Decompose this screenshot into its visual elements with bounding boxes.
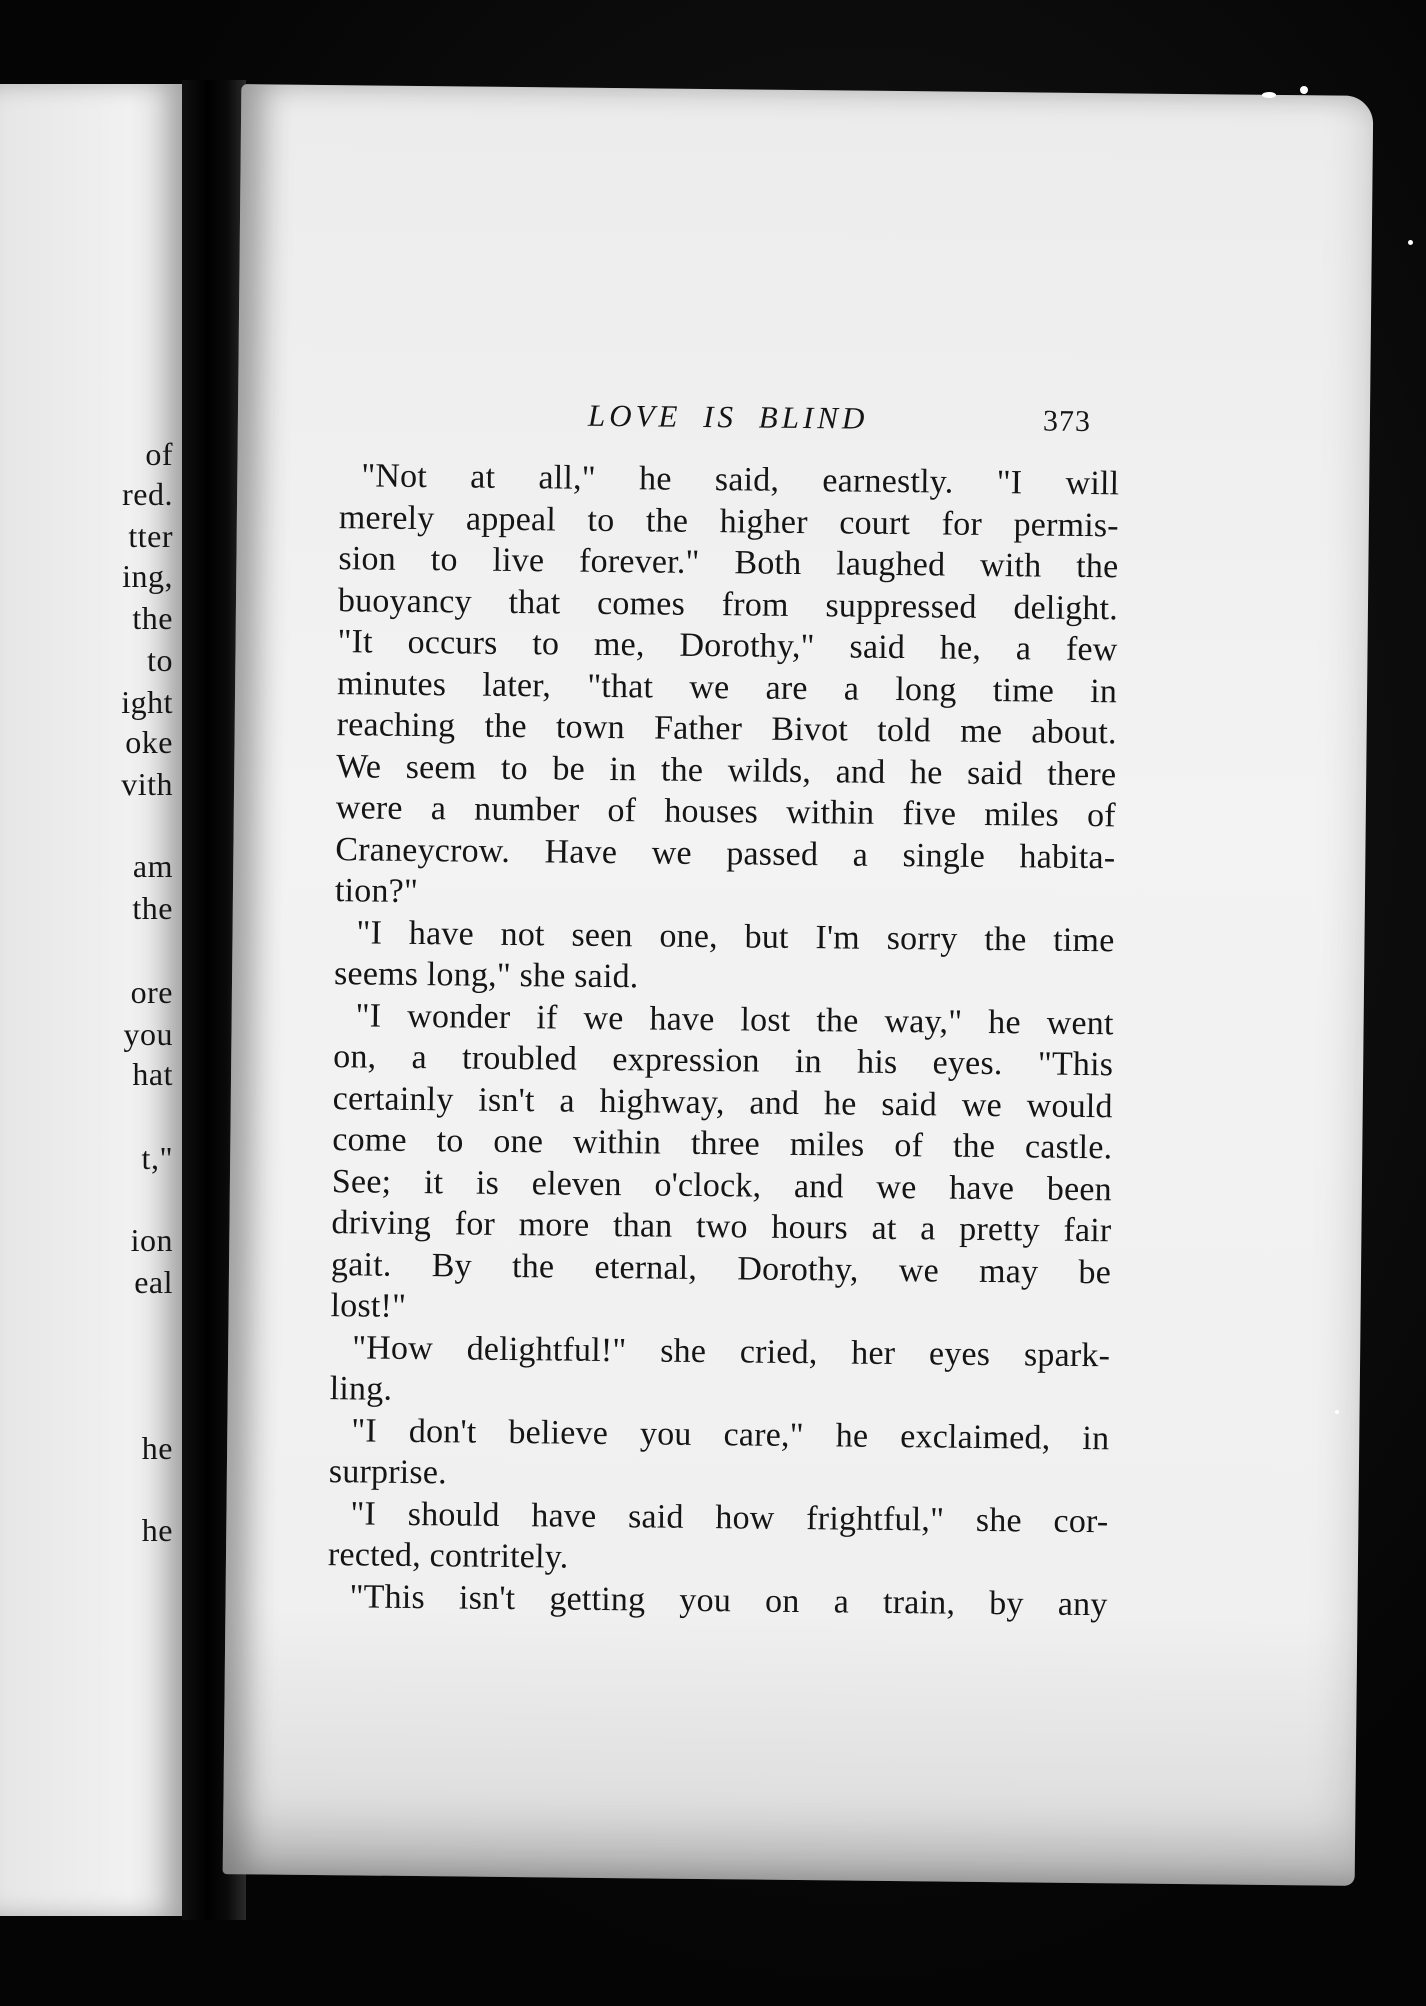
text-line: come to one within three miles of the castle. xyxy=(332,1121,1113,1167)
text-line: tion?" xyxy=(334,872,419,911)
text-line: "I wonder if we have lost the way," he went xyxy=(355,996,1114,1042)
scan-speck xyxy=(1300,86,1308,94)
scan-speck xyxy=(1335,1410,1339,1414)
previous-page-line-fragment: t," xyxy=(141,1140,173,1176)
previous-page-line-fragment: eal xyxy=(134,1264,173,1300)
text-line: "This isn't getting you on a train, by any xyxy=(349,1577,1108,1623)
previous-page-line-fragment: ion xyxy=(130,1222,173,1258)
text-line: surprise. xyxy=(328,1453,448,1492)
page-body xyxy=(327,455,1119,1625)
text-line: were a number of houses within five miles of xyxy=(335,789,1116,835)
text-line: "I have not seen one, but I'm sorry the time xyxy=(356,913,1115,959)
previous-page-line-fragment: tter xyxy=(128,518,173,554)
previous-page-line-fragment: the xyxy=(132,600,173,636)
text-line: certainly isn't a highway, and he said we would xyxy=(332,1079,1113,1125)
book-page xyxy=(223,84,1374,1886)
previous-page-line-fragment: the xyxy=(132,890,173,926)
text-line: lost!" xyxy=(330,1287,407,1325)
text-line: rected, contritely. xyxy=(327,1536,569,1576)
previous-page-line-fragment: ing, xyxy=(122,558,173,594)
text-line: "How delightful!" she cried, her eyes spark- xyxy=(351,1328,1111,1374)
previous-page-line-fragment: to xyxy=(147,642,173,678)
text-line: We seem to be in the wilds, and he said there xyxy=(336,747,1117,793)
text-line: gait. By the eternal, Dorothy, we may be xyxy=(330,1245,1112,1291)
previous-page-line-fragment: you xyxy=(123,1016,173,1052)
page-number: 373 xyxy=(1042,404,1092,439)
scan-speck xyxy=(1262,92,1276,98)
previous-page-line-fragment: red. xyxy=(122,476,173,512)
text-line: on, a troubled expression in his eyes. "This xyxy=(333,1038,1114,1084)
text-line: driving for more than two hours at a pretty fair xyxy=(331,1204,1112,1250)
text-line: "I don't believe you care," he exclaimed, in xyxy=(351,1411,1110,1457)
text-line: See; it is eleven o'clock, and we have been xyxy=(331,1162,1113,1208)
text-line: Craneycrow. Have we passed a single habita- xyxy=(335,830,1116,876)
text-line: reaching the town Father Bivot told me about. xyxy=(336,706,1117,752)
text-line: minutes later, "that we are a long time in xyxy=(336,664,1118,710)
text-line: "It occurs to me, Dorothy," said he, a few xyxy=(337,623,1118,669)
running-title: LOVE IS BLIND xyxy=(587,397,869,436)
previous-page-line-fragment: ore xyxy=(130,974,173,1010)
text-line: "Not at all," he said, earnestly. "I will xyxy=(361,457,1120,503)
previous-page xyxy=(0,84,185,1916)
previous-page-line-fragment: hat xyxy=(132,1056,173,1092)
previous-page-line-fragment: oke xyxy=(125,724,173,760)
running-header xyxy=(238,394,1370,450)
text-line: seems long," she said. xyxy=(333,955,639,996)
previous-page-line-fragment: of xyxy=(145,436,173,472)
scan-speck xyxy=(1408,240,1413,245)
text-line: "I should have said how frightful," she cor- xyxy=(350,1494,1109,1540)
previous-page-line-fragment: am xyxy=(132,848,173,884)
previous-page-line-fragment: ight xyxy=(121,684,173,720)
previous-page-line-fragment: he xyxy=(141,1430,173,1466)
previous-page-line-fragment: he xyxy=(141,1512,173,1548)
text-line: merely appeal to the higher court for permis- xyxy=(338,498,1120,544)
text-line: sion to live forever." Both laughed with the xyxy=(338,540,1119,586)
text-line: buoyancy that comes from suppressed delight. xyxy=(337,581,1119,627)
text-line: ling. xyxy=(329,1370,393,1408)
previous-page-line-fragment: vith xyxy=(121,766,173,802)
